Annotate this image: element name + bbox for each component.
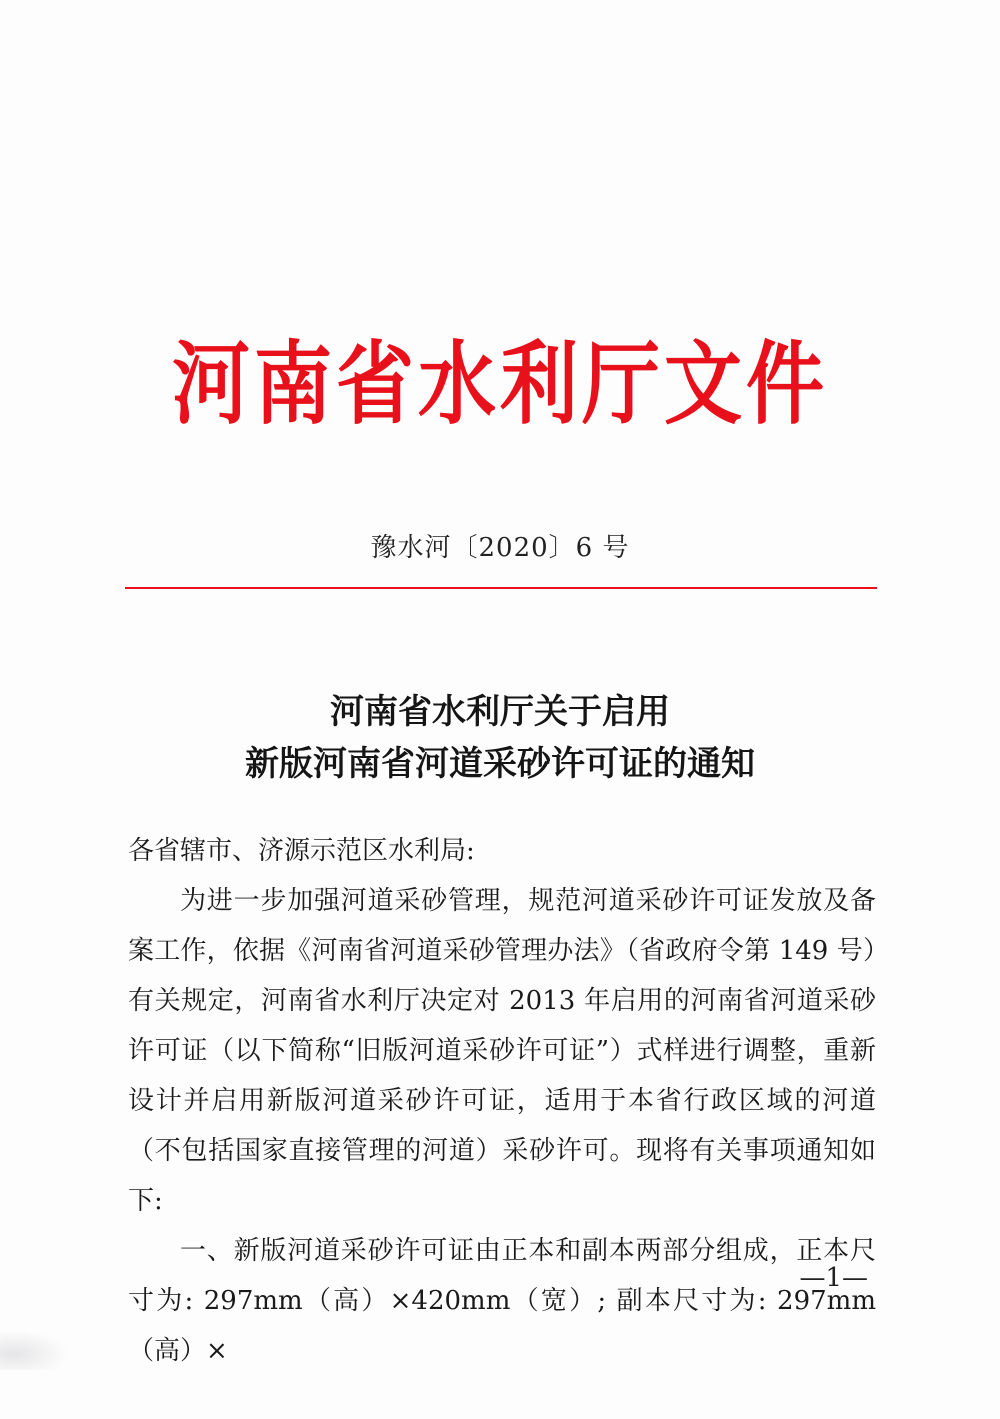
document-title-line-1: 河南省水利厅关于启用: [330, 692, 670, 732]
body-paragraph-1: 为进一步加强河道采砂管理，规范河道采砂许可证发放及备案工作，依据《河南省河道采砂管理办法》（省政府令第 149 号）有关规定，河南省水利厅决定对 2013 年启用的河南省河道采砂许可证（以下简称“旧版河道采砂许可证”）式样进行调整，重新设计并启用新版河道采砂许可证，适用于本省行政区域的河道（不包括国家直接管理的河道）采砂许可。现将有关事项通知如下:: [128, 886, 876, 1216]
document-number: 豫水河〔2020〕6 号: [370, 533, 630, 563]
body-paragraph-2: 一、新版河道采砂许可证由正本和副本两部分组成，正本尺寸为: 297mm（高）×420mm（宽）; 副本尺寸为: 297mm（高）×: [128, 1236, 876, 1366]
salutation: 各省辖市、济源示范区水利局:: [128, 836, 475, 866]
page-number: —1—: [799, 1263, 868, 1293]
issuer-red-header: 河南省水利厅文件: [171, 333, 828, 437]
document-title: [0, 686, 1000, 790]
red-divider-line: [125, 587, 877, 589]
scan-artifact: [0, 1330, 70, 1370]
document-title-line-2: 新版河南省河道采砂许可证的通知: [245, 744, 755, 784]
